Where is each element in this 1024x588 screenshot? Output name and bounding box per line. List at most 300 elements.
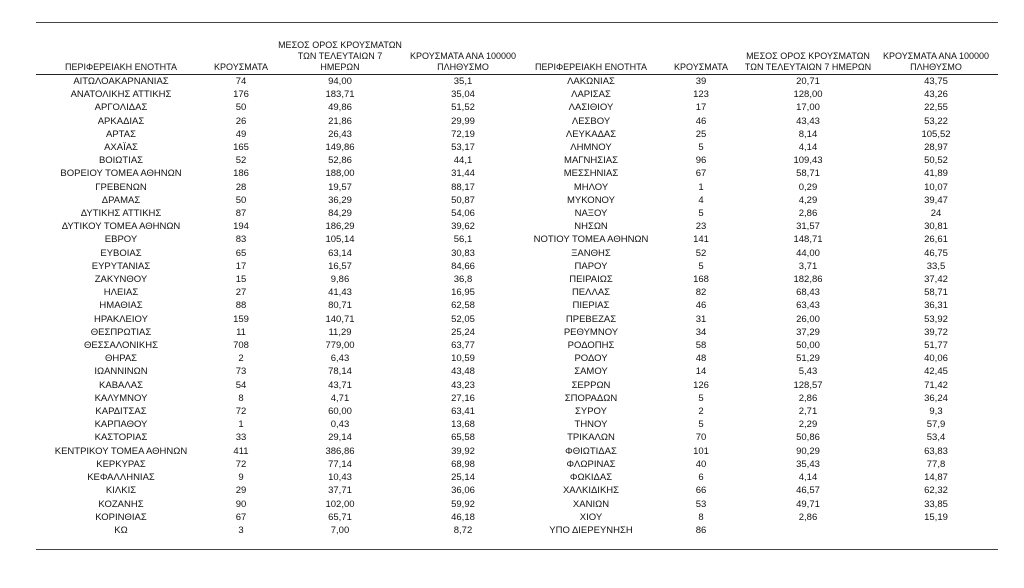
cases-cell: 9 [238, 472, 244, 484]
per-100k-cell: 105,52 [921, 128, 951, 140]
per-100k-cell: 51,77 [924, 340, 948, 352]
region-cell: ΕΥΒΟΙΑΣ [100, 247, 142, 259]
region-cell: ΚΑΒΑΛΑΣ [99, 379, 143, 391]
per-100k-cell: 54,06 [451, 208, 475, 220]
per-100k-cell: 39,47 [924, 194, 948, 206]
table-row [522, 458, 998, 471]
cases-cell: 86 [695, 524, 707, 536]
region-cell: ΒΟΙΩΤΙΑΣ [98, 155, 144, 167]
per-100k-cell: 27,16 [451, 392, 475, 404]
cases-cell: 65 [235, 247, 247, 259]
avg-7-days-cell: 68,43 [796, 287, 820, 299]
table-row [522, 233, 998, 246]
region-cell: ΑΡΤΑΣ [106, 128, 136, 140]
cases-cell: 5 [698, 142, 704, 154]
table-row [522, 260, 998, 273]
cases-cell: 50 [235, 194, 247, 206]
cases-cell: 6 [698, 472, 704, 484]
cases-cell: 33 [235, 432, 247, 444]
per-100k-cell: 63,83 [924, 445, 948, 457]
region-cell: ΑΡΚΑΔΙΑΣ [97, 115, 145, 127]
avg-7-days-cell: 90,29 [796, 445, 820, 457]
region-cell: ΔΥΤΙΚΗΣ ΑΤΤΙΚΗΣ [80, 208, 162, 220]
region-cell: ΧΑΝΙΩΝ [572, 498, 610, 510]
avg-7-days-cell: 26,43 [328, 128, 352, 140]
per-100k-cell: 36,31 [924, 300, 948, 312]
region-cell: ΜΗΛΟΥ [573, 181, 609, 193]
table-row [522, 365, 998, 378]
region-cell: ΘΕΣΠΡΩΤΙΑΣ [90, 326, 152, 338]
region-cell: ΘΕΣΣΑΛΟΝΙΚΗΣ [84, 340, 158, 352]
cases-cell: 168 [693, 274, 709, 286]
cases-cell: 73 [235, 366, 247, 378]
avg-7-days-cell: 109,43 [793, 155, 823, 167]
cases-cell: 29 [235, 485, 247, 497]
region-cell: ΤΗΝΟΥ [574, 419, 608, 431]
per-100k-cell: 72,19 [451, 128, 475, 140]
avg-7-days-cell: 2,29 [798, 419, 818, 431]
avg-7-days-cell: 29,14 [328, 432, 352, 444]
cases-cell: 96 [695, 155, 707, 167]
avg-7-days-cell: 11,29 [328, 326, 352, 338]
region-cell: ΗΛΕΙΑΣ [103, 287, 139, 299]
cases-cell: 14 [695, 366, 707, 378]
per-100k-cell: 88,17 [451, 181, 475, 193]
region-cell: ΣΑΜΟΥ [574, 366, 608, 378]
table-row [522, 101, 998, 114]
per-100k-cell: 44,1 [453, 155, 473, 167]
per-100k-cell: 40,06 [924, 353, 948, 365]
region-cell: ΦΘΙΩΤΙΔΑΣ [565, 445, 617, 457]
per-100k-cell: 50,87 [451, 194, 475, 206]
table-row [522, 484, 998, 497]
region-cell: ΝΗΣΩΝ [574, 221, 608, 233]
avg-7-days-cell: 63,14 [328, 247, 352, 259]
per-100k-cell: 53,22 [924, 115, 948, 127]
cases-cell: 70 [695, 432, 707, 444]
region-cell: ΣΕΡΡΩΝ [571, 379, 611, 391]
header-cases: ΚΡΟΥΣΜΑΤΑ [206, 30, 276, 75]
header-cases: ΚΡΟΥΣΜΑΤΑ [660, 30, 742, 75]
table-row [36, 154, 522, 167]
table-row [36, 379, 522, 392]
table-row [36, 141, 522, 154]
table-row [522, 405, 998, 418]
avg-7-days-cell: 4,29 [798, 194, 818, 206]
table-row [522, 220, 998, 233]
table-row [36, 352, 522, 365]
per-100k-cell: 58,71 [924, 287, 948, 299]
avg-7-days-cell: 84,29 [328, 208, 352, 220]
per-100k-cell [874, 524, 998, 537]
table-body-left [36, 75, 522, 538]
region-cell: ΚΟΖΑΝΗΣ [98, 498, 144, 510]
per-100k-cell: 51,52 [451, 102, 475, 114]
cases-cell: 186 [233, 168, 249, 180]
region-cell: ΔΥΤΙΚΟΥ ΤΟΜΕΑ ΑΘΗΝΩΝ [61, 221, 181, 233]
avg-7-days-cell: 149,86 [325, 142, 355, 154]
table-row [522, 115, 998, 128]
per-100k-cell: 53,92 [924, 313, 948, 325]
table-row [522, 181, 998, 194]
region-cell: ΦΩΚΙΔΑΣ [569, 472, 613, 484]
cases-cell: 46 [695, 115, 707, 127]
table-row [522, 352, 998, 365]
per-100k-cell: 9,3 [929, 406, 943, 418]
table-row [36, 365, 522, 378]
region-cell: ΑΡΓΟΛΙΔΑΣ [94, 102, 148, 114]
cases-cell: 82 [695, 287, 707, 299]
avg-7-days-cell: 41,43 [328, 287, 352, 299]
cases-cell: 8 [698, 511, 704, 523]
per-100k-cell: 36,24 [924, 392, 948, 404]
cases-cell: 87 [235, 208, 247, 220]
cases-cell: 72 [235, 406, 247, 418]
table-row [36, 524, 522, 537]
table-row [522, 273, 998, 286]
cases-cell: 72 [235, 458, 247, 470]
cases-cell: 23 [695, 221, 707, 233]
region-cell: ΛΑΡΙΣΑΣ [571, 89, 611, 101]
cases-cell: 40 [695, 458, 707, 470]
cases-cell: 17 [695, 102, 707, 114]
table-row [36, 299, 522, 312]
avg-7-days-cell: 4,71 [330, 392, 350, 404]
region-cell: ΣΠΟΡΑΔΩΝ [564, 392, 618, 404]
table-row [36, 247, 522, 260]
table-row [522, 392, 998, 405]
cases-cell: 31 [695, 313, 707, 325]
avg-7-days-cell: 8,14 [798, 128, 818, 140]
cases-cell: 15 [235, 274, 247, 286]
per-100k-cell: 84,66 [451, 260, 475, 272]
cases-cell: 126 [693, 379, 709, 391]
cases-cell: 39 [695, 76, 707, 87]
cases-cell: 50 [235, 102, 247, 114]
avg-7-days-cell: 58,71 [796, 168, 820, 180]
avg-7-days-cell: 65,71 [328, 511, 352, 523]
avg-7-days-cell: 17,00 [796, 102, 820, 114]
table-row [522, 88, 998, 101]
table-row [522, 498, 998, 511]
per-100k-cell: 36,8 [453, 274, 473, 286]
avg-7-days-cell: 10,43 [328, 472, 352, 484]
avg-7-days-cell: 188,00 [325, 168, 355, 180]
avg-7-days-cell: 7,00 [330, 524, 350, 536]
per-100k-cell: 43,75 [924, 76, 948, 87]
table-row [522, 167, 998, 180]
table-row [522, 313, 998, 326]
cases-cell: 165 [233, 142, 249, 154]
cases-cell: 176 [233, 89, 249, 101]
region-cell: ΑΙΤΩΛΟΑΚΑΡΝΑΝΙΑΣ [73, 76, 169, 87]
table-row [36, 405, 522, 418]
cases-cell: 101 [693, 445, 709, 457]
region-cell: ΛΕΣΒΟΥ [571, 115, 611, 127]
avg-7-days-cell: 105,14 [325, 234, 355, 246]
avg-7-days-cell: 43,43 [796, 115, 820, 127]
table-row [36, 260, 522, 273]
avg-7-days-cell: 3,71 [798, 260, 818, 272]
cases-cell: 1 [238, 419, 244, 431]
cases-cell: 28 [235, 181, 247, 193]
region-cell: ΑΝΑΤΟΛΙΚΗΣ ΑΤΤΙΚΗΣ [70, 89, 172, 101]
table-row [522, 524, 998, 537]
per-100k-cell: 14,87 [924, 472, 948, 484]
per-100k-cell: 16,95 [451, 287, 475, 299]
per-100k-cell: 28,97 [924, 142, 948, 154]
avg-7-days-cell [742, 524, 874, 537]
cases-cell: 11 [236, 326, 246, 338]
region-cell: ΕΒΡΟΥ [104, 234, 138, 246]
region-cell: ΤΡΙΚΑΛΩΝ [567, 432, 615, 444]
header-cases-per-100k: ΚΡΟΥΣΜΑΤΑ ΑΝΑ 100000 ΠΛΗΘΥΣΜΟ [874, 30, 998, 75]
cases-table-right [522, 30, 998, 537]
cases-cell: 2 [698, 406, 704, 418]
table-row [36, 326, 522, 339]
per-100k-cell: 56,1 [453, 234, 473, 246]
per-100k-cell: 50,52 [924, 155, 948, 167]
per-100k-cell: 71,42 [924, 379, 948, 391]
avg-7-days-cell: 36,29 [328, 194, 352, 206]
table-row [36, 458, 522, 471]
region-cell: ΚΑΣΤΟΡΙΑΣ [94, 432, 148, 444]
table-row [36, 273, 522, 286]
avg-7-days-cell: 50,00 [796, 340, 820, 352]
avg-7-days-cell: 49,71 [796, 498, 820, 510]
per-100k-cell: 33,5 [926, 260, 946, 272]
table-row [36, 75, 522, 89]
region-cell: ΑΧΑΪΑΣ [104, 142, 138, 154]
region-cell: ΠΕΛΛΑΣ [571, 287, 611, 299]
region-cell: ΚΕΡΚΥΡΑΣ [96, 458, 146, 470]
region-cell: ΜΑΓΝΗΣΙΑΣ [564, 155, 618, 167]
per-100k-cell: 59,92 [451, 498, 475, 510]
table-row [36, 484, 522, 497]
avg-7-days-cell: 186,29 [325, 221, 355, 233]
avg-7-days-cell: 80,71 [328, 300, 352, 312]
table-row [36, 313, 522, 326]
table-row [36, 167, 522, 180]
cases-cell: 123 [693, 89, 709, 101]
bottom-rule [36, 549, 998, 550]
region-cell: ΚΟΡΙΝΘΙΑΣ [95, 511, 147, 523]
cases-cell: 5 [698, 208, 704, 220]
table-row [522, 207, 998, 220]
region-cell: ΒΟΡΕΙΟΥ ΤΟΜΕΑ ΑΘΗΝΩΝ [60, 168, 182, 180]
avg-7-days-cell: 0,29 [798, 181, 818, 193]
per-100k-cell: 10,59 [451, 353, 475, 365]
per-100k-cell: 8,72 [453, 524, 473, 536]
avg-7-days-cell: 94,00 [328, 76, 352, 87]
table-row [36, 233, 522, 246]
per-100k-cell: 63,77 [451, 340, 475, 352]
table-row [522, 128, 998, 141]
cases-cell: 67 [235, 511, 247, 523]
region-cell: ΚΕΦΑΛΛΗΝΙΑΣ [87, 472, 155, 484]
cases-cell: 5 [698, 392, 704, 404]
table-row [522, 154, 998, 167]
cases-cell: 88 [235, 300, 247, 312]
table-row [36, 181, 522, 194]
header-avg-7-days: ΜΕΣΟΣ ΟΡΟΣ ΚΡΟΥΣΜΑΤΩΝ ΤΩΝ ΤΕΛΕΥΤΑΙΩΝ 7 ΗΜΕΡΩΝ [742, 30, 874, 75]
region-cell: ΣΥΡΟΥ [575, 406, 607, 418]
region-cell: ΖΑΚΥΝΘΟΥ [94, 274, 148, 286]
cases-cell: 708 [233, 340, 249, 352]
table-row [522, 471, 998, 484]
region-cell: ΙΩΑΝΝΙΝΩΝ [94, 366, 148, 378]
region-cell: ΗΡΑΚΛΕΙΟΥ [94, 313, 148, 325]
avg-7-days-cell: 2,86 [798, 392, 818, 404]
avg-7-days-cell: 9,86 [330, 274, 350, 286]
region-cell: ΝΑΞΟΥ [574, 208, 608, 220]
avg-7-days-cell: 21,86 [328, 115, 352, 127]
table-row [36, 101, 522, 114]
per-100k-cell: 31,44 [451, 168, 475, 180]
per-100k-cell: 35,04 [451, 89, 475, 101]
cases-cell: 1 [698, 181, 704, 193]
table-row [36, 511, 522, 524]
region-cell: ΘΗΡΑΣ [104, 353, 138, 365]
avg-7-days-cell: 102,00 [325, 498, 355, 510]
per-100k-cell: 63,41 [451, 406, 475, 418]
region-cell: ΛΗΜΝΟΥ [570, 142, 612, 154]
avg-7-days-cell: 183,71 [325, 89, 355, 101]
per-100k-cell: 77,8 [926, 458, 946, 470]
avg-7-days-cell: 19,57 [328, 181, 352, 193]
cases-cell: 5 [698, 419, 704, 431]
region-cell: ΚΑΡΔΙΤΣΑΣ [95, 406, 147, 418]
per-100k-cell: 33,85 [924, 498, 948, 510]
cases-cell: 49 [235, 128, 247, 140]
avg-7-days-cell: 60,00 [328, 406, 352, 418]
region-cell: ΓΡΕΒΕΝΩΝ [95, 181, 147, 193]
per-100k-cell: 46,75 [924, 247, 948, 259]
per-100k-cell: 43,26 [924, 89, 948, 101]
region-cell: ΠΑΡΟΥ [574, 260, 608, 272]
avg-7-days-cell: 78,14 [328, 366, 352, 378]
avg-7-days-cell: 46,57 [796, 485, 820, 497]
header-region: ΠΕΡΙΦΕΡΕΙΑΚΗ ΕΝΟΤΗΤΑ [522, 30, 660, 75]
avg-7-days-cell: 35,43 [796, 458, 820, 470]
region-cell: ΧΙΟΥ [579, 511, 603, 523]
per-100k-cell: 53,4 [926, 432, 946, 444]
per-100k-cell: 42,45 [924, 366, 948, 378]
per-100k-cell: 39,62 [451, 221, 475, 233]
region-cell: ΠΡΕΒΕΖΑΣ [565, 313, 617, 325]
cases-cell: 66 [695, 485, 707, 497]
cases-cell: 54 [235, 379, 247, 391]
table-row [36, 207, 522, 220]
cases-cell: 46 [695, 300, 707, 312]
table-row [36, 445, 522, 458]
table-row [36, 115, 522, 128]
header-row [36, 30, 522, 75]
table-row [36, 498, 522, 511]
table-row [522, 299, 998, 312]
cases-cell: 83 [235, 234, 247, 246]
header-avg-7-days: ΜΕΣΟΣ ΟΡΟΣ ΚΡΟΥΣΜΑΤΩΝ ΤΩΝ ΤΕΛΕΥΤΑΙΩΝ 7 ΗΜΕΡΩΝ [276, 30, 404, 75]
avg-7-days-cell: 16,57 [328, 260, 352, 272]
avg-7-days-cell: 77,14 [328, 458, 352, 470]
per-100k-cell: 22,55 [924, 102, 948, 114]
per-100k-cell: 15,19 [924, 511, 948, 523]
header-cases-per-100k: ΚΡΟΥΣΜΑΤΑ ΑΝΑ 100000 ΠΛΗΘΥΣΜΟ [404, 30, 522, 75]
per-100k-cell: 53,17 [451, 142, 475, 154]
cases-cell: 67 [695, 168, 707, 180]
region-cell: ΚΕΝΤΡΙΚΟΥ ΤΟΜΕΑ ΑΘΗΝΩΝ [54, 445, 188, 457]
region-cell: ΚΑΡΠΑΘΟΥ [94, 419, 148, 431]
per-100k-cell: 62,58 [451, 300, 475, 312]
table-row [522, 511, 998, 524]
avg-7-days-cell: 4,14 [798, 472, 818, 484]
cases-cell: 8 [238, 392, 244, 404]
avg-7-days-cell: 52,86 [328, 155, 352, 167]
per-100k-cell: 46,18 [451, 511, 475, 523]
region-cell: ΕΥΡΥΤΑΝΙΑΣ [91, 260, 151, 272]
region-cell: ΛΕΥΚΑΔΑΣ [565, 128, 617, 140]
table-row [36, 286, 522, 299]
per-100k-cell: 29,99 [451, 115, 475, 127]
avg-7-days-cell: 44,00 [796, 247, 820, 259]
cases-cell: 17 [235, 260, 247, 272]
header-region: ΠΕΡΙΦΕΡΕΙΑΚΗ ΕΝΟΤΗΤΑ [36, 30, 206, 75]
cases-cell: 48 [695, 353, 707, 365]
per-100k-cell: 10,07 [924, 181, 948, 193]
table-row [522, 75, 998, 89]
per-100k-cell: 57,9 [926, 419, 946, 431]
per-100k-cell: 30,83 [451, 247, 475, 259]
avg-7-days-cell: 37,71 [328, 485, 352, 497]
avg-7-days-cell: 148,71 [793, 234, 823, 246]
table-row [36, 418, 522, 431]
per-100k-cell: 25,24 [451, 326, 475, 338]
cases-cell: 2 [238, 353, 244, 365]
region-cell: ΜΥΚΟΝΟΥ [567, 194, 615, 206]
avg-7-days-cell: 0,43 [330, 419, 350, 431]
region-cell: ΛΑΚΩΝΙΑΣ [567, 76, 615, 87]
region-cell: ΚΑΛΥΜΝΟΥ [94, 392, 148, 404]
table-row [36, 392, 522, 405]
region-cell: ΡΕΘΥΜΝΟΥ [563, 326, 619, 338]
region-cell: ΠΕΙΡΑΙΩΣ [569, 274, 613, 286]
table-row [522, 326, 998, 339]
cases-cell: 27 [235, 287, 247, 299]
cases-cell: 26 [235, 115, 247, 127]
region-cell: ΛΑΣΙΘΙΟΥ [568, 102, 614, 114]
region-cell: ΗΜΑΘΙΑΣ [99, 300, 143, 312]
avg-7-days-cell: 49,86 [328, 102, 352, 114]
region-cell: ΡΟΔΟΥ [574, 353, 608, 365]
avg-7-days-cell: 20,71 [796, 76, 820, 87]
avg-7-days-cell: 2,86 [798, 511, 818, 523]
region-cell: ΚΩ [114, 524, 128, 536]
cases-cell: 53 [695, 498, 707, 510]
avg-7-days-cell: 128,57 [793, 379, 823, 391]
avg-7-days-cell: 37,29 [796, 326, 820, 338]
avg-7-days-cell: 140,71 [325, 313, 355, 325]
cases-cell: 25 [695, 128, 707, 140]
cases-cell: 4 [698, 194, 704, 206]
cases-cell: 3 [238, 524, 244, 536]
avg-7-days-cell: 6,43 [330, 353, 350, 365]
cases-cell: 141 [693, 234, 709, 246]
table-row [522, 445, 998, 458]
per-100k-cell: 25,14 [451, 472, 475, 484]
region-cell: ΚΙΛΚΙΣ [105, 485, 137, 497]
avg-7-days-cell: 128,00 [793, 89, 823, 101]
table-row [522, 339, 998, 352]
